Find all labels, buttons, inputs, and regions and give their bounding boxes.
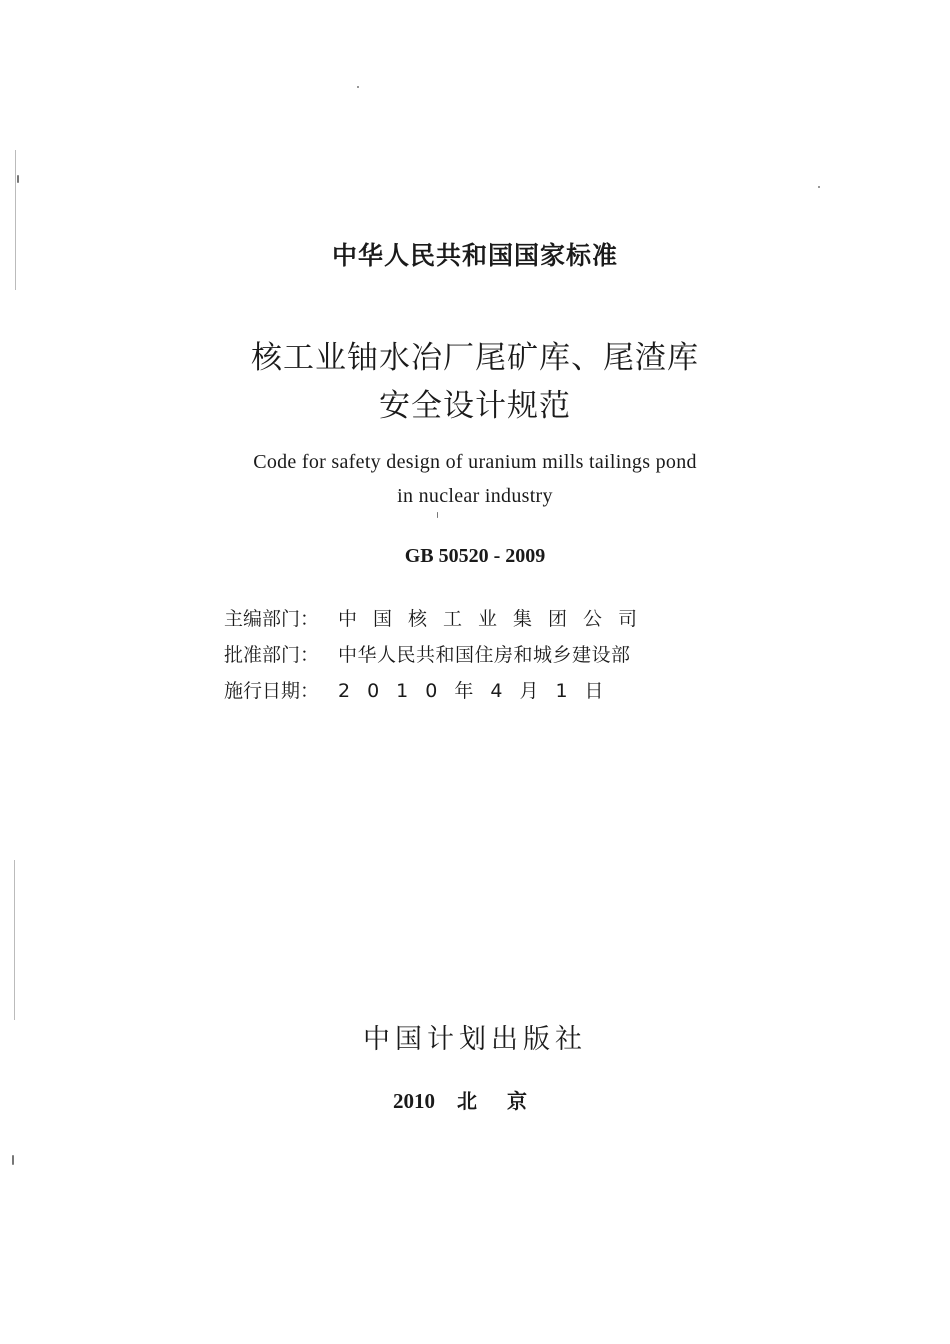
scan-edge-mark <box>14 860 15 1020</box>
approver-value: 中华人民共和国住房和城乡建设部 <box>338 644 631 666</box>
scan-speck <box>818 186 820 188</box>
english-title-line-1: Code for safety design of uranium mills tailings pond <box>253 451 697 473</box>
national-standard-heading: 中华人民共和国国家标准 <box>331 241 618 270</box>
scan-edge-mark <box>15 150 16 290</box>
standard-code: GB 50520 - 2009 <box>404 545 546 567</box>
effective-date-label: 施行日期： <box>224 680 320 702</box>
scan-speck <box>437 512 438 518</box>
scan-speck <box>357 86 359 88</box>
editor-label: 主编部门： <box>224 608 320 630</box>
english-title-line-2: in nuclear industry <box>397 485 553 507</box>
publication-year: 2010 <box>393 1089 435 1113</box>
publication-city: 北京 <box>457 1089 557 1113</box>
chinese-title-line-1: 核工业铀水冶厂尾矿库、尾渣库 <box>251 340 699 376</box>
publication-year-place <box>0 1085 950 1114</box>
effective-date-value: 2010年4月1日 <box>338 680 621 702</box>
scan-speck <box>12 1155 14 1165</box>
effective-date-row <box>224 676 694 706</box>
editor-row <box>224 604 694 634</box>
publisher: 中国计划出版社 <box>363 1024 587 1055</box>
chinese-title-line-2: 安全设计规范 <box>379 388 571 424</box>
editor-value: 中国核工业集团公司 <box>338 608 654 630</box>
approver-row <box>224 640 694 670</box>
scan-speck <box>17 175 19 183</box>
approver-label: 批准部门： <box>224 644 320 666</box>
